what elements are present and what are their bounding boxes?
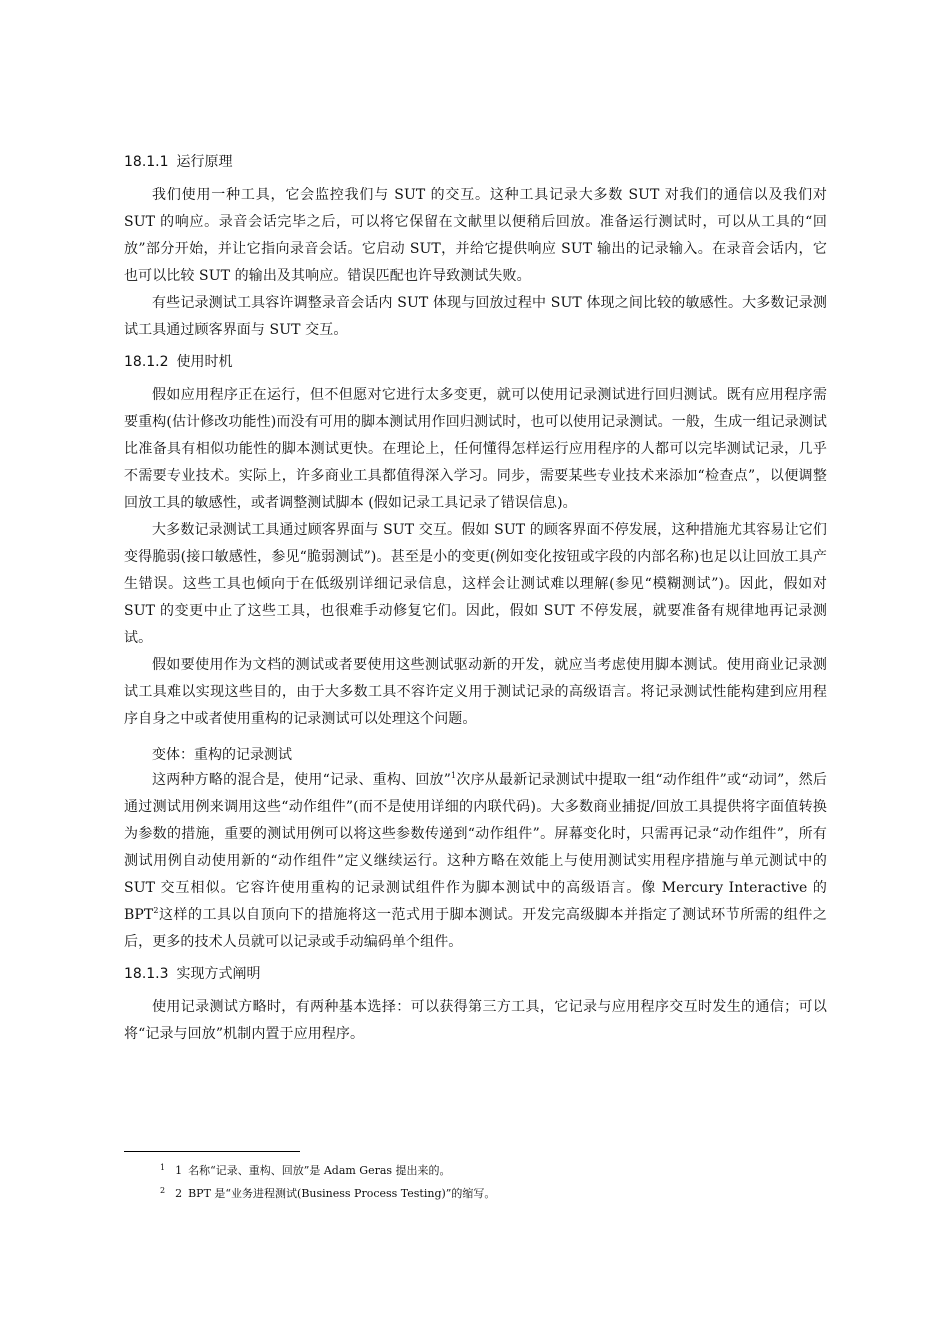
footnote-ref-1[interactable]: 1 <box>451 771 457 780</box>
section-title: 运行原理 <box>176 154 233 170</box>
document-body <box>124 150 827 1048</box>
section-number: 18.1.1 <box>124 154 169 170</box>
footnote-divider <box>124 1151 300 1152</box>
section-heading-18-1-2 <box>124 350 827 374</box>
footnote-ref-2[interactable]: 2 <box>153 906 159 915</box>
variant-paragraph <box>124 767 827 956</box>
footnote-mark: 1 <box>160 1163 166 1172</box>
section-title: 使用时机 <box>176 354 233 370</box>
paragraph: 假如要使用作为文档的测试或者要使用这些测试驱动新的开发，就应当考虑使用脚本测试。使用商业记录测试工具难以实现这些目的，由于大多数工具不容许定义用于测试记录的高级语言。将记录测试性能构建到应用程序自身之中或者使用重构的记录测试可以处理这个问题。 <box>124 657 827 727</box>
footnote-number: 2 <box>175 1187 183 1200</box>
section-number: 18.1.3 <box>124 966 169 982</box>
paragraph: 我们使用一种工具，它会监控我们与 SUT 的交互。这种工具记录大多数 SUT 对我们的通信以及我们对 SUT 的响应。录音会话完毕之后，可以将它保留在文献里以便稍后回放。准备运行测试时，可以从工具的“回放”部分开始，并让它指向录音会话。它启动 SUT，并给它提供响应 SUT 输出的记录输入。在录音会话内，它也可以比较 SUT 的输出及其响应。错误匹配也许导致测试失败。 <box>124 187 827 284</box>
paragraph: 使用记录测试方略时，有两种基本选择：可以获得第三方工具，它记录与应用程序交互时发生的通信；可以将“记录与回放”机制内置于应用程序。 <box>124 999 827 1042</box>
footnote-mark: 2 <box>160 1186 166 1195</box>
paragraph: 大多数记录测试工具通过顾客界面与 SUT 交互。假如 SUT 的顾客界面不停发展，这种措施尤其容易让它们变得脆弱(接口敏感性，参见“脆弱测试”)。甚至是小的变更(例如变化按钮或字段的内部名称)也足以让回放工具产生错误。这些工具也倾向于在低级别详细记录信息，这样会让测试难以理解(参见“模糊测试”)。因此，假如对 SUT 的变更中止了这些工具，也很难手动修复它们。因此，假如 SUT 不停发展，就要准备有规律地再记录测试。 <box>124 522 827 646</box>
footnotes <box>160 1158 820 1204</box>
variant-text: 这样的工具以自顶向下的措施将这一范式用于脚本测试。开发完高级脚本并指定了测试环节所需的组件之后，更多的技术人员就可以记录或手动编码单个组件。 <box>124 907 827 950</box>
variant-text: 这两种方略的混合是，使用“记录、重构、回放” <box>152 772 452 788</box>
paragraph: 假如应用程序正在运行，但不但愿对它进行太多变更，就可以使用记录测试进行回归测试。既有应用程序需要重构(估计修改功能性)而没有可用的脚本测试用作回归测试时，也可以使用记录测试。一般，生成一组记录测试比准备具有相似功能性的脚本测试更快。在理论上，任何懂得怎样运行应用程序的人都可以完毕测试记录，几乎不需要专业技术。实际上，许多商业工具都值得深入学习。同步，需要某些专业技术来添加“检查点”，以便调整回放工具的敏感性，或者调整测试脚本 (假如记录工具记录了错误信息)。 <box>124 387 827 511</box>
paragraph: 有些记录测试工具容许调整录音会话内 SUT 体现与回放过程中 SUT 体现之间比较的敏感性。大多数记录测试工具通过顾客界面与 SUT 交互。 <box>124 295 827 338</box>
section-heading-18-1-1 <box>124 150 827 174</box>
footnote-1 <box>160 1158 820 1181</box>
section-title: 实现方式阐明 <box>176 966 261 982</box>
footnote-text: BPT 是“业务进程测试(Business Process Testing)”的缩写。 <box>188 1187 496 1200</box>
variant-text: 次序从最新记录测试中提取一组“动作组件”或“动词”，然后通过测试用例来调用这些“动作组件”(而不是使用详细的内联代码)。大多数商业捕捉/回放工具提供将字面值转换为参数的措施，重要的测试用例可以将这些参数传递到“动作组件”。屏幕变化时，只需再记录“动作组件”，所有测试用例自动使用新的“动作组件”定义继续运行。这种方略在效能上与使用测试实用程序措施与单元测试中的 SUT 交互相似。它容许使用重构的记录测试组件作为脚本测试中的高级语言。像 Mercury Interactive 的 BPT <box>124 772 828 923</box>
footnote-2 <box>160 1181 820 1204</box>
variant-heading: 变体：重构的记录测试 <box>152 747 292 763</box>
section-number: 18.1.2 <box>124 354 169 370</box>
section-heading-18-1-3 <box>124 962 827 986</box>
footnote-text: 名称“记录、重构、回放”是 Adam Geras 提出来的。 <box>188 1164 451 1177</box>
footnote-number: 1 <box>175 1164 183 1177</box>
